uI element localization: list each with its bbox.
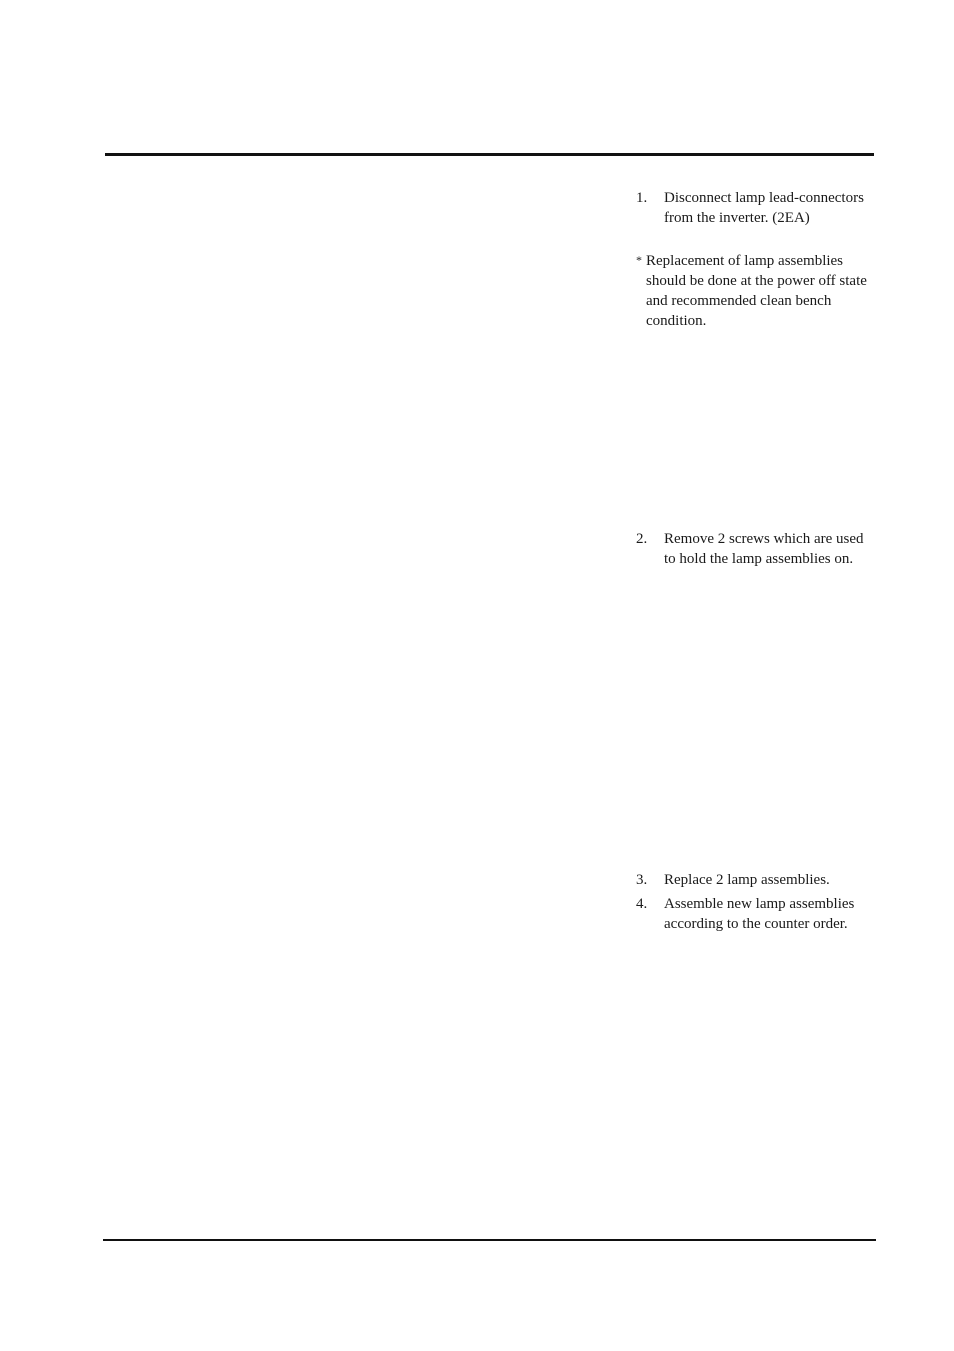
footer-rule bbox=[103, 1239, 876, 1241]
step-text: Disconnect lamp lead-connectors from the inverter. (2EA) bbox=[664, 190, 864, 226]
step-text: Assemble new lamp assemblies according to the counter order. bbox=[664, 896, 855, 932]
header-rule bbox=[105, 153, 874, 156]
step-text: Remove 2 screws which are used to hold the lamp assemblies on. bbox=[664, 531, 864, 567]
step-number: 2. bbox=[636, 531, 648, 547]
step-1 bbox=[636, 188, 881, 228]
step-number: 3. bbox=[636, 872, 648, 888]
step-4 bbox=[636, 894, 881, 934]
step-number: 4. bbox=[636, 896, 648, 912]
step-text: Replace 2 lamp assemblies. bbox=[664, 872, 830, 888]
note-marker: * bbox=[636, 253, 642, 267]
step-2 bbox=[636, 529, 881, 569]
note-text: Replacement of lamp assemblies should be done at the power off state and recommended clean bench condition. bbox=[646, 253, 867, 329]
step-3 bbox=[636, 870, 881, 890]
step-number: 1. bbox=[636, 190, 648, 206]
note bbox=[636, 251, 881, 331]
